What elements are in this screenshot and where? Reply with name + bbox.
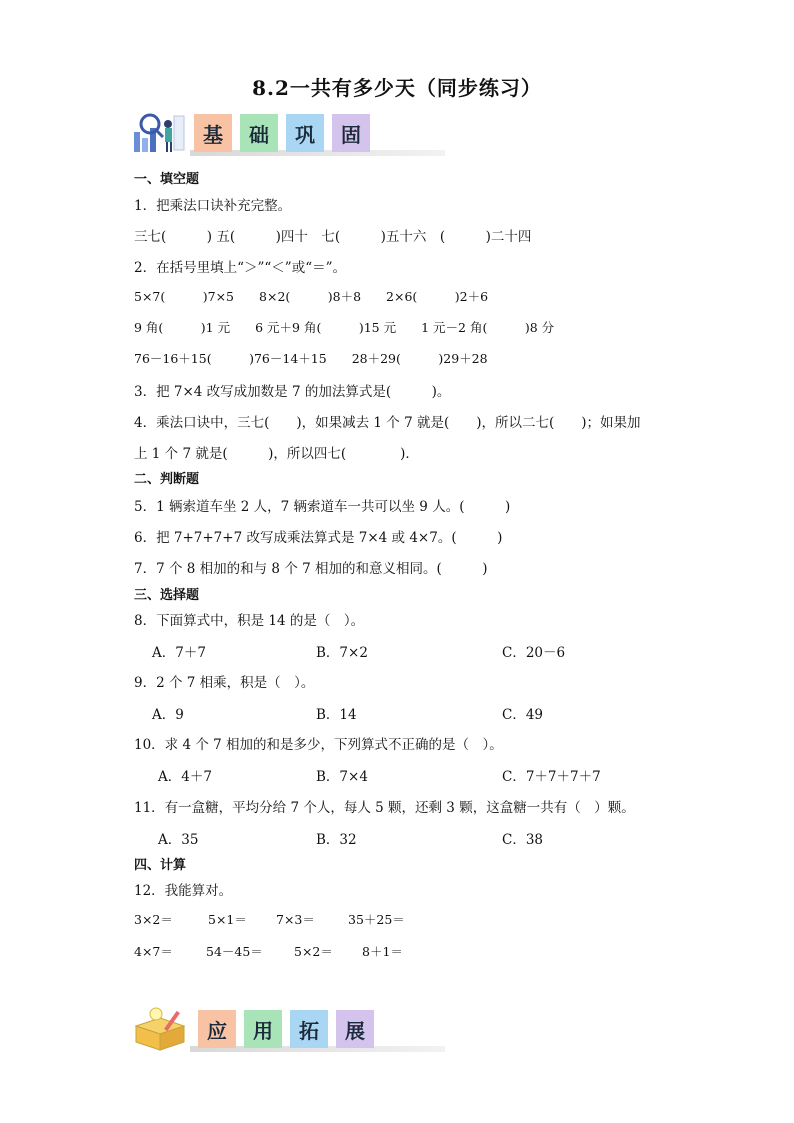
section-heading-choice: 三、选择题: [134, 588, 200, 603]
question-4: 4．乘法口诀中，三七( )，如果减去 1 个 7 就是( )，所以二七( )；如果加: [134, 415, 641, 431]
q9-option-c: C．49: [502, 707, 544, 723]
question-1: 1．把乘法口诀补充完整。: [134, 198, 292, 214]
section-heading-judge: 二、判断题: [134, 472, 200, 487]
question-2-row-2: 9 角( )1 元 6 元＋9 角( )15 元 1 元－2 角( )8 分: [134, 320, 555, 335]
q10-option-c: C．7＋7＋7＋7: [502, 769, 601, 785]
calc-item: 5×2＝: [294, 944, 333, 959]
question-6: 6．把 7+7+7+7 改写成乘法算式是 7×4 或 4×7。( ): [134, 530, 503, 546]
calc-item: 5×1＝: [208, 912, 247, 927]
banner-char-2: 础: [240, 114, 278, 152]
banner-char-2: 用: [244, 1010, 282, 1048]
q11-option-b: B．32: [316, 832, 357, 848]
page-title: 8.2一共有多少天（同步练习）: [252, 76, 542, 100]
section-heading-fill: 一、填空题: [134, 172, 200, 187]
banner-char-4: 展: [336, 1010, 374, 1048]
question-3: 3．把 7×4 改写成加数是 7 的加法算式是( )。: [134, 384, 451, 400]
q10-option-a: A．4＋7: [158, 769, 212, 785]
banner-char-3: 拓: [290, 1010, 328, 1048]
question-10: 10．求 4 个 7 相加的和是多少，下列算式不正确的是（ ）。: [134, 737, 503, 753]
magnifier-chart-icon: [130, 110, 186, 156]
q9-option-a: A．9: [152, 707, 184, 723]
calc-item: 54－45＝: [206, 944, 263, 959]
question-12: 12．我能算对。: [134, 883, 233, 899]
question-11: 11．有一盒糖，平均分给 7 个人，每人 5 颗，还剩 3 颗，这盒糖一共有（ ）颗。: [134, 800, 635, 816]
question-8: 8．下面算式中，积是 14 的是（ ）。: [134, 613, 365, 629]
q8-option-b: B．7×2: [316, 645, 368, 661]
calc-item: 7×3＝: [276, 912, 315, 927]
calc-item: 8＋1＝: [362, 944, 403, 959]
banner-char-4: 固: [332, 114, 370, 152]
question-9: 9．2 个 7 相乘，积是（ ）。: [134, 675, 315, 691]
q8-option-a: A．7＋7: [152, 645, 206, 661]
question-2-row-3: 76－16＋15( )76－14＋15 28＋29( )29＋28: [134, 351, 488, 366]
banner-char-1: 应: [198, 1010, 236, 1048]
q11-option-a: A．35: [158, 832, 199, 848]
question-5: 5．1 辆索道车坐 2 人，7 辆索道车一共可以坐 9 人。( ): [134, 499, 511, 515]
box-pencil-icon: [130, 1006, 186, 1052]
calc-item: 4×7＝: [134, 944, 173, 959]
q8-option-c: C．20－6: [502, 645, 566, 661]
section-banner-basics: [130, 110, 390, 156]
q11-option-c: C．38: [502, 832, 544, 848]
question-2-row-1: 5×7( )7×5 8×2( )8＋8 2×6( )2＋6: [134, 289, 489, 304]
calc-item: 3×2＝: [134, 912, 173, 927]
section-heading-calc: 四、计算: [134, 858, 187, 873]
calc-item: 35＋25＝: [348, 912, 405, 927]
banner-char-1: 基: [194, 114, 232, 152]
banner-char-3: 巩: [286, 114, 324, 152]
question-1-body: 三七( ) 五( )四十 七( )五十六 ( )二十四: [134, 229, 532, 245]
section-banner-extend: [130, 1006, 390, 1052]
question-4-cont: 上 1 个 7 就是( )，所以四七( )．: [134, 446, 419, 462]
q9-option-b: B．14: [316, 707, 357, 723]
question-7: 7．7 个 8 相加的和与 8 个 7 相加的和意义相同。( ): [134, 561, 488, 577]
q10-option-b: B．7×4: [316, 769, 368, 785]
question-2: 2．在括号里填上“＞”“＜”或“＝”。: [134, 260, 346, 276]
